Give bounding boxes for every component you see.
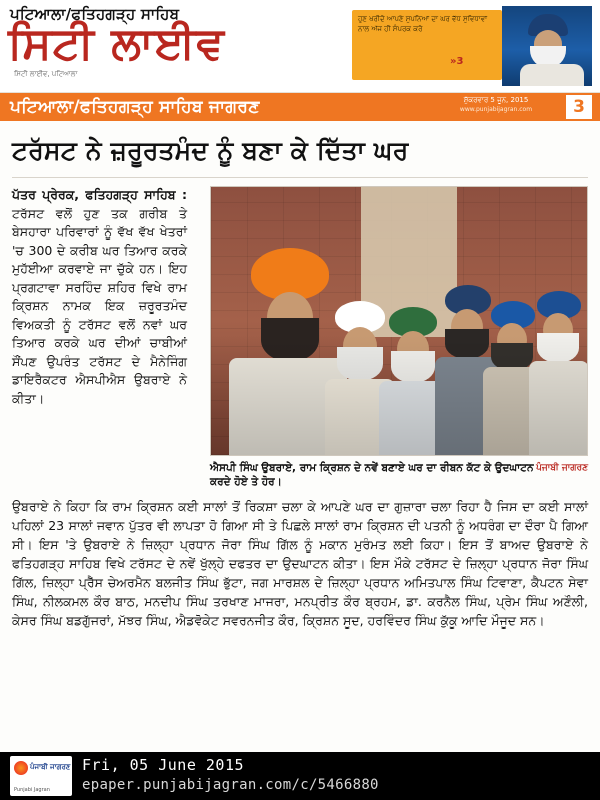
article-headline: ਟਰੱਸਟ ਨੇ ਜ਼ਰੂਰਤਮੰਦ ਨੂੰ ਬਣਾ ਕੇ ਦਿੱਤਾ ਘਰ [12, 136, 409, 165]
masthead-logo-subtext: ਸਿਟੀ ਲਾਈਵ, ਪਟਿਆਲਾ [14, 70, 78, 78]
edition-title: ਪਟਿਆਲਾ/ਫਤਿਹਗੜ੍ਹ ਸਾਹਿਬ ਜਾਗਰਣ [10, 97, 260, 117]
article-dek-text: ਟਰੱਸਟ ਵਲੋਂ ਹੁਣ ਤਕ ਗਰੀਬ ਤੇ ਬੇਸਹਾਰਾ ਪਰਿਵਾਰਾਂ ਨੂੰ ਵੱਖ ਵੱਖ ਖੇਤਰਾਂ 'ਚ 300 ਦੇ ਕਰੀਬ ਘਰ ਤਿਆਰ ਕਰਕੇ ਮੁਹੱਈਆ ਕਰਵਾਏ ਜਾ ਚੁੱਕੇ ਹਨ। ਇਹ ਪ੍ਰਗਟਾਵਾ ਸਰਹਿੰਦ ਸ਼ਹਿਰ ਵਿਖੇ ਰਾਮ ਕ੍ਰਿਸ਼ਨ ਨਾਮਕ ਇਕ ਜ਼ਰੂਰਤਮੰਦ ਵਿਅਕਤੀ ਨੂੰ ਟਰੱਸਟ ਵਲੋਂ ਨਵਾਂ ਘਰ ਤਿਆਰ ਕਰਕੇ ਘਰ ਦੀਆਂ ਚਾਬੀਆਂ ਸੌਂਪਣ ਉਪਰੰਤ ਟਰੱਸਟ ਦੇ ਮੈਨੇਜਿੰਗ ਡਾਇਰੈਕਟਰ ਐਸਪੀਐਸ ਉਬਰਾਏ ਨੇ ਕੀਤਾ। [12, 205, 187, 406]
article-dek [12, 186, 187, 408]
publisher-logo-text: ਪੰਜਾਬੀ ਜਾਗਰਣ [30, 763, 71, 771]
photo-caption [210, 456, 588, 491]
sun-icon [14, 761, 28, 775]
masthead [0, 0, 600, 93]
ad-headline-text: ਹੁਣ ਖਰੀਦੋ ਆਪਣੇ ਸੁਪਨਿਆਂ ਦਾ ਘਰ ਵੱਧ ਸੁਵਿਧਾਵਾਂ ਨਾਲ ਅੱਜ ਹੀ ਸੰਪਰਕ ਕਰੋ [358, 15, 488, 33]
article-body-wrap [12, 186, 588, 630]
edition-website: www.punjabijagran.com [459, 106, 533, 113]
photo-credit: ਪੰਜਾਬੀ ਜਾਗਰਣ [536, 463, 588, 473]
viewer-footer-bar [0, 752, 600, 800]
photo-block [210, 186, 588, 491]
photo-caption-text: ਐਸਪੀ ਸਿੰਘ ਉਬਰਾਏ, ਰਾਮ ਕ੍ਰਿਸ਼ਨ ਦੇ ਨਵੇਂ ਬਣਾਏ ਘਰ ਦਾ ਰੀਬਨ ਕੱਟ ਕੇ ਉਦਘਾਟਨ ਕਰਦੇ ਹੋਏ ਤੇ ਹੋਰ। [210, 462, 534, 488]
article-first-column [12, 186, 197, 408]
ad-portrait-image [502, 6, 592, 86]
publisher-logo [10, 756, 72, 796]
masthead-logo: ਸਿਟੀ ਲਾਈਵ [8, 18, 225, 69]
article-body-text: ਉਬਰਾਏ ਨੇ ਕਿਹਾ ਕਿ ਰਾਮ ਕ੍ਰਿਸ਼ਨ ਕਈ ਸਾਲਾਂ ਤੋਂ ਰਿਕਸ਼ਾ ਚਲਾ ਕੇ ਆਪਣੇ ਘਰ ਦਾ ਗੁਜ਼ਾਰਾ ਚਲਾ ਰਿਹਾ ਹੈ ਜਿਸ ਦਾ ਕਈ ਸਾਲਾਂ ਪਹਿਲਾਂ 23 ਸਾਲਾਂ ਜਵਾਨ ਪੁੱਤਰ ਵੀ ਲਾਪਤਾ ਹੋ ਗਿਆ ਸੀ ਤੇ ਪਿਛਲੇ ਸਾਲਾਂ ਰਾਮ ਕ੍ਰਿਸ਼ਨ ਦੀ ਪਤਨੀ ਨੂੰ ਅਧਰੰਗ ਦਾ ਦੌਰਾ ਪੈ ਗਿਆ ਸੀ। ਇਸ 'ਤੇ ਉਬਰਾਏ ਨੇ ਜ਼ਿਲ੍ਹਾ ਪ੍ਰਧਾਨ ਜੋਰਾ ਸਿੰਘ ਗਿੱਲ ਨੂੰ ਮਕਾਨ ਮੁਰੰਮਤ ਲਈ ਕਿਹਾ। ਇਸ ਤੋਂ ਬਾਅਦ ਉਬਰਾਏ ਨੇ ਫਤਿਹਗੜ੍ਹ ਸਾਹਿਬ ਵਿਖੇ ਟਰੱਸਟ ਦੇ ਨਵੇਂ ਖੁੱਲ੍ਹੇ ਦਫਤਰ ਦਾ ਉਦਘਾਟਨ ਕੀਤਾ। ਇਸ ਮੌਕੇ ਟਰੱਸਟ ਦੇ ਜ਼ਿਲ੍ਹਾ ਪ੍ਰਧਾਨ ਜੋਰਾ ਸਿੰਘ ਗਿੱਲ, ਜ਼ਿਲ੍ਹਾ ਪ੍ਰੈੱਸ ਚੇਅਰਮੈਨ ਬਲਜੀਤ ਸਿੰਘ ਭੁੱਟਾ, ਜਗ ਮਾਰਸ਼ਲ ਦੇ ਜ਼ਿਲ੍ਹਾ ਪ੍ਰਧਾਨ ਅਮਿਤਪਾਲ ਸਿੰਘ ਟਿਵਾਣਾ, ਕੈਪਟਨ ਸੇਵਾ ਸਿੰਘ, ਨੀਲਕਮਲ ਕੌਰ ਬਾਠ, ਮਨਦੀਪ ਸਿੰਘ ਤਰਖਾਣ ਮਾਜਰਾ, ਮਨਪ੍ਰੀਤ ਕੌਰ ਬ੍ਰਹਮ, ਡਾ. ਕਰਨੈਲ ਸਿੰਘ, ਪ੍ਰੇਮ ਸਿੰਘ ਅਣੌਲੀ, ਕੇਸਰ ਸਿੰਘ ਬਡਗੁੱਜਰਾਂ, ਮੱਝਰ ਸਿੰਘ, ਐਡਵੋਕੇਟ ਸਵਰਨਜੀਤ ਕੌਰ, ਕ੍ਰਿਸ਼ਨ ਸੂਦ, ਹਰਵਿੰਦਰ ਸਿੰਘ ਕੁੱਕੂ ਆਦਿ ਮੌਜੂਦ ਸਨ। [12, 499, 588, 628]
footer-url[interactable]: epaper.punjabijagran.com/c/5466880 [82, 777, 379, 793]
masthead-edition-line: ਪਟਿਆਲਾ/ਫਤਿਹਗੜ੍ਹ ਸਾਹਿਬ [10, 5, 180, 23]
article [0, 121, 600, 630]
group-photo-ribbon-cutting [210, 186, 588, 456]
edition-bar [0, 93, 600, 121]
publisher-logo-subtext: Punjabi Jagran [14, 787, 50, 793]
ad-page-reference: »3 [450, 56, 464, 67]
footer-date: Fri, 05 June 2015 [82, 756, 245, 774]
edition-date: ਸ਼ੁੱਕਰਵਾਰ 5 ਜੂਨ, 2015 [463, 96, 529, 104]
article-byline: ਪੱਤਰ ਪ੍ਰੇਰਕ, ਫਤਿਹਗੜ੍ਹ ਸਾਹਿਬ : [12, 187, 187, 202]
headline-divider [12, 177, 588, 178]
edition-date-block [440, 96, 552, 114]
masthead-advertisement[interactable] [352, 4, 592, 86]
page-number-badge: 3 [566, 95, 592, 119]
